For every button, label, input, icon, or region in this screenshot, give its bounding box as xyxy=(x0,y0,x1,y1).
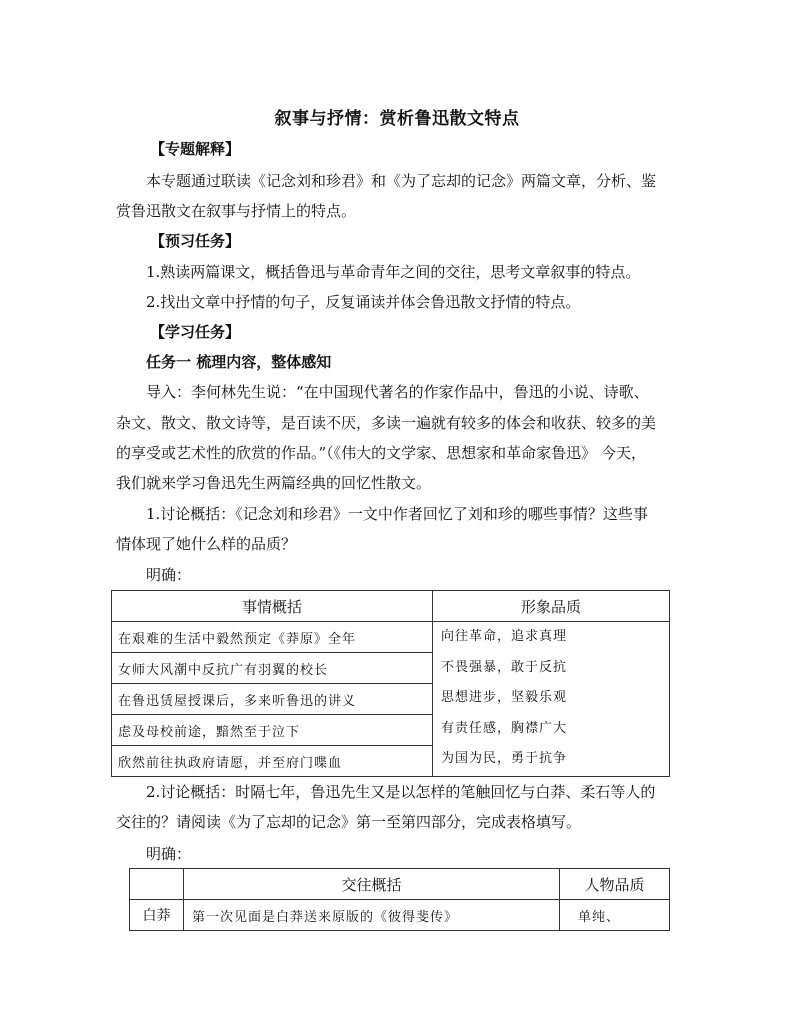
event-cell: 在鲁迅赁屋授课后，多来听鲁迅的讲义 xyxy=(112,684,433,715)
interactions-table-header xyxy=(130,869,670,900)
question-2-line-1: 2.讨论概括：时隔七年，鲁迅先生又是以怎样的笔触回忆与白莽、柔石等人的 xyxy=(146,783,656,801)
header-events: 事情概括 xyxy=(112,591,433,622)
intro-line-1: 导入：李何林先生说：“在中国现代著名的作家作品中，鲁迅的小说、诗歌、 xyxy=(146,383,649,401)
intro-line-2: 杂文、散文、散文诗等，是百读不厌，多读一遍就有较多的体会和收获、较多的美 xyxy=(116,414,657,432)
events-table xyxy=(111,590,670,777)
quality-item: 向往革命，追求真理 xyxy=(441,629,568,644)
header-summary: 交往概括 xyxy=(184,869,560,900)
page-title: 叙事与抒情：赏析鲁迅散文特点 xyxy=(274,109,520,129)
header-quality: 人物品质 xyxy=(560,869,670,900)
quality-item: 思想进步，坚毅乐观 xyxy=(441,690,568,705)
task1-heading: 任务一 梳理内容，整体感知 xyxy=(146,353,332,371)
interactions-table xyxy=(129,868,670,931)
topic-text-line-1: 本专题通过联读《记念刘和珍君》和《为了忘却的记念》两篇文章，分析、鉴 xyxy=(146,172,657,190)
table-row xyxy=(130,900,670,931)
header-qualities: 形象品质 xyxy=(433,591,670,622)
event-cell: 欣然前往执政府请愿，并至府门喋血 xyxy=(112,746,433,777)
quality-item: 有责任感，胸襟广大 xyxy=(441,720,568,736)
header-person xyxy=(130,869,184,900)
quality-cell: 单纯、 xyxy=(560,900,670,931)
question-1-line-1: 1.讨论概括：《记念刘和珍君》一文中作者回忆了刘和珍的哪些事情？这些事 xyxy=(146,505,648,523)
study-heading: 【学习任务】 xyxy=(150,323,241,341)
event-cell: 虑及母校前途，黯然至于泣下 xyxy=(112,715,433,746)
event-cell: 在艰难的生活中毅然预定《莽原》全年 xyxy=(112,622,433,653)
question-1-line-2: 情体现了她什么样的品质？ xyxy=(116,535,297,553)
person-name-cell: 白莽 xyxy=(130,900,184,931)
topic-heading: 【专题解释】 xyxy=(150,140,241,158)
preview-item-1: 1.熟读两篇课文，概括鲁迅与革命青年之间的交往，思考文章叙事的特点。 xyxy=(146,263,641,281)
event-cell: 女师大风潮中反抗广有羽翼的校长 xyxy=(112,653,433,684)
summary-cell: 第一次见面是白莽送来原版的《彼得斐传》 xyxy=(184,900,560,931)
preview-heading: 【预习任务】 xyxy=(150,232,241,250)
answer-label-2: 明确： xyxy=(146,845,192,863)
intro-line-4: 我们就来学习鲁迅先生两篇经典的回忆性散文。 xyxy=(116,474,432,492)
events-table-header xyxy=(112,591,670,622)
quality-item: 为国为民，勇于抗争 xyxy=(441,751,568,766)
preview-item-2: 2.找出文章中抒情的句子，反复诵读并体会鲁迅散文抒情的特点。 xyxy=(146,293,581,311)
qualities-cell xyxy=(433,622,670,777)
quality-item: 不畏强暴，敢于反抗 xyxy=(441,659,568,675)
table-row xyxy=(112,622,670,653)
question-2-line-2: 交往的？请阅读《为了忘却的记念》第一至第四部分，完成表格填写。 xyxy=(116,813,582,831)
topic-text-line-2: 赏鲁迅散文在叙事与抒情上的特点。 xyxy=(116,202,357,220)
intro-line-3: 的享受或艺术性的欣赏的作品。”（《伟大的文学家、思想家和革命家鲁迅》 今天， xyxy=(116,444,646,462)
answer-label-1: 明确： xyxy=(146,566,192,584)
